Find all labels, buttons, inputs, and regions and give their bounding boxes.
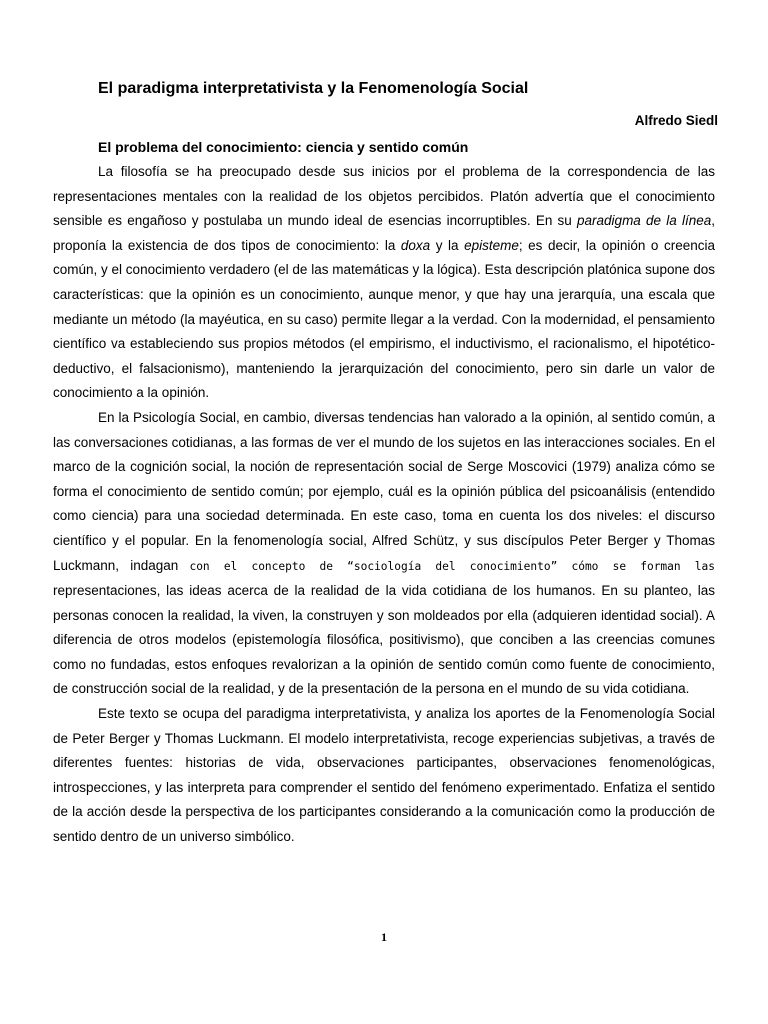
paragraph-1	[53, 160, 715, 406]
paragraph-1-text-d: ; es decir, la opinión o creencia común, y el conocimiento verdadero (el de las matemáticas y la lógica). Esta descripción platónica supone dos características: que la opinión es un conocimiento, aunque menor, y que hay una jerarquía, una escala que mediante un método (la mayéutica, en su caso) permite llegar a la verdad. Con la modernidad, el pensamiento científico va estableciendo sus propios métodos (el empirismo, el inductivismo, el racionalismo, el hipotético-deductivo, el falsacionismo), manteniendo la jerarquización del conocimiento, pero sin darle un valor de conocimiento a la opinión.	[53, 237, 715, 401]
document-title: El paradigma interpretativista y la Fenomenología Social	[98, 80, 529, 97]
paragraph-2	[53, 406, 715, 702]
paragraph-1-italic-b: doxa	[400, 237, 431, 253]
paragraph-1-italic-c: episteme	[464, 237, 519, 253]
paragraph-2-mono-text: con el concepto de “sociología del conocimiento” cómo se forman las	[189, 559, 715, 573]
page-number: 1	[381, 930, 387, 944]
author-name: Alfredo Siedl	[634, 113, 718, 128]
paragraph-1-text-b: , proponía la existencia de dos tipos de conocimiento: la	[53, 213, 716, 253]
paragraph-1-text-c: y la	[430, 237, 465, 253]
paragraph-1-text-a: La filosofía se ha preocupado desde sus inicios por el problema de la correspondencia de las representaciones mentales con la realidad de los objetos percibidos. Platón advertía que el conocimiento sensible es engañoso y postulaba un mundo ideal de esencias incorruptibles. En su	[53, 164, 715, 229]
paragraph-2-text-a: En la Psicología Social, en cambio, diversas tendencias han valorado a la opinión, al sentido común, a las conversaciones cotidianas, a las formas de ver el mundo de los sujetos en las interacciones sociales. En el marco de la cognición social, la noción de representación social de Serge Moscovici (1979) analiza cómo se forma el conocimiento de sentido común; por ejemplo, cuál es la opinión pública del psicoanálisis (entendido como ciencia) para una sociedad determinada. En este caso, toma en cuenta los dos niveles: el discurso científico y el popular. En la fenomenología social, Alfred Schütz, y sus discípulos Peter Berger y Thomas Luckmann, indagan	[53, 409, 715, 573]
section-heading: El problema del conocimiento: ciencia y sentido común	[98, 139, 469, 155]
paragraph-1-italic-a: paradigma de la línea	[577, 213, 712, 229]
paragraph-2-text-b: representaciones, las ideas acerca de la realidad de la vida cotidiana de los humanos. En su planteo, las personas conocen la realidad, la viven, la construyen y son moldeados por ella (adquieren identidad social). A diferencia de otros modelos (epistemología filosófica, positivismo), que conciben a las creencias comunes como no fundadas, estos enfoques revalorizan a la opinión de sentido común como fuente de conocimiento, de construcción social de la realidad, y de la presentación de la persona en el mundo de su vida cotidiana.	[53, 583, 715, 697]
body-text	[53, 160, 715, 850]
paragraph-3: Este texto se ocupa del paradigma interpretativista, y analiza los aportes de la Fenomenología Social de Peter Berger y Thomas Luckmann. El modelo interpretativista, recoge experiencias subjetivas, a través de diferentes fuentes: historias de vida, observaciones participantes, observaciones fenomenológicas, introspecciones, y las interpreta para comprender el sentido del fenómeno experimentado. Enfatiza el sentido de la acción desde la perspectiva de los participantes considerando a la comunicación como la producción de sentido dentro de un universo simbólico.	[53, 706, 715, 845]
